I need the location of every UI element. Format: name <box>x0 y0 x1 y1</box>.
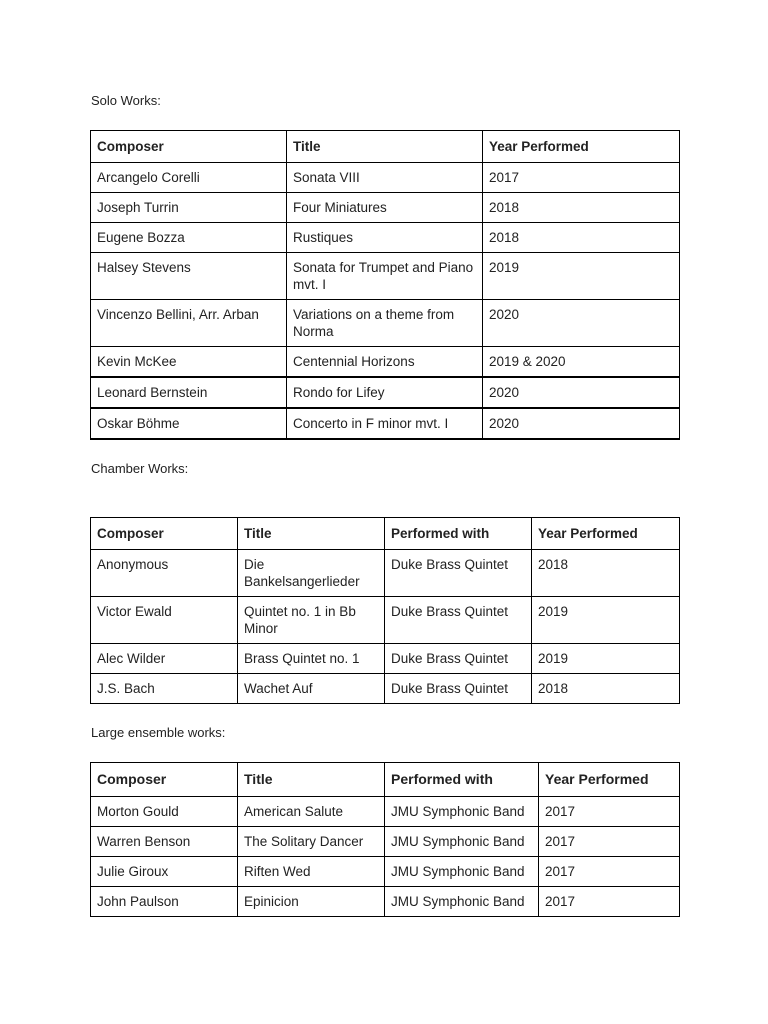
cell-year: 2018 <box>532 550 680 597</box>
column-header-title: Title <box>238 763 385 797</box>
cell-title: Centennial Horizons <box>287 347 483 378</box>
cell-composer: Vincenzo Bellini, Arr. Arban <box>91 300 287 347</box>
cell-composer: Leonard Bernstein <box>91 377 287 408</box>
cell-composer: Julie Giroux <box>91 857 238 887</box>
cell-title: Variations on a theme from Norma <box>287 300 483 347</box>
table-row <box>91 193 680 223</box>
cell-year: 2020 <box>483 408 680 439</box>
cell-year: 2017 <box>539 827 680 857</box>
table-header-row <box>91 131 680 163</box>
table-row <box>91 300 680 347</box>
table-row <box>91 550 680 597</box>
large-ensemble-works-table <box>90 762 680 917</box>
cell-year: 2017 <box>483 163 680 193</box>
table-row <box>91 674 680 704</box>
cell-title: Brass Quintet no. 1 <box>238 644 385 674</box>
cell-composer: Joseph Turrin <box>91 193 287 223</box>
cell-title: Rondo for Lifey <box>287 377 483 408</box>
column-header-year: Year Performed <box>483 131 680 163</box>
chamber-works-table <box>90 517 680 704</box>
large-ensemble-works-heading: Large ensemble works: <box>91 725 226 740</box>
cell-composer: Eugene Bozza <box>91 223 287 253</box>
cell-title: Four Miniatures <box>287 193 483 223</box>
cell-composer: Oskar Böhme <box>91 408 287 439</box>
table-row <box>91 797 680 827</box>
cell-composer: Halsey Stevens <box>91 253 287 300</box>
cell-composer: Morton Gould <box>91 797 238 827</box>
cell-composer: J.S. Bach <box>91 674 238 704</box>
cell-composer: Arcangelo Corelli <box>91 163 287 193</box>
column-header-title: Title <box>287 131 483 163</box>
cell-year: 2020 <box>483 300 680 347</box>
cell-performed-with: JMU Symphonic Band <box>385 887 539 917</box>
cell-year: 2018 <box>483 193 680 223</box>
column-header-performed-with: Performed with <box>385 763 539 797</box>
cell-year: 2017 <box>539 887 680 917</box>
cell-year: 2018 <box>483 223 680 253</box>
column-header-year: Year Performed <box>532 518 680 550</box>
cell-title: Concerto in F minor mvt. I <box>287 408 483 439</box>
table-row <box>91 597 680 644</box>
column-header-composer: Composer <box>91 518 238 550</box>
cell-performed-with: Duke Brass Quintet <box>385 597 532 644</box>
cell-year: 2020 <box>483 377 680 408</box>
table-row <box>91 857 680 887</box>
table-header-row <box>91 518 680 550</box>
cell-title: Epinicion <box>238 887 385 917</box>
cell-year: 2019 <box>483 253 680 300</box>
table-row <box>91 377 680 408</box>
column-header-composer: Composer <box>91 763 238 797</box>
cell-title: Die Bankelsangerlieder <box>238 550 385 597</box>
cell-composer: Anonymous <box>91 550 238 597</box>
cell-composer: Warren Benson <box>91 827 238 857</box>
table-row <box>91 408 680 439</box>
cell-composer: Alec Wilder <box>91 644 238 674</box>
column-header-performed-with: Performed with <box>385 518 532 550</box>
cell-composer: Kevin McKee <box>91 347 287 378</box>
column-header-title: Title <box>238 518 385 550</box>
chamber-works-heading: Chamber Works: <box>91 461 189 476</box>
table-header-row <box>91 763 680 797</box>
cell-title: Quintet no. 1 in Bb Minor <box>238 597 385 644</box>
cell-title: Sonata VIII <box>287 163 483 193</box>
cell-performed-with: JMU Symphonic Band <box>385 827 539 857</box>
cell-year: 2019 & 2020 <box>483 347 680 378</box>
table-row <box>91 223 680 253</box>
cell-performed-with: Duke Brass Quintet <box>385 550 532 597</box>
table-row <box>91 253 680 300</box>
cell-composer: John Paulson <box>91 887 238 917</box>
table-row <box>91 347 680 378</box>
cell-title: The Solitary Dancer <box>238 827 385 857</box>
column-header-composer: Composer <box>91 131 287 163</box>
cell-performed-with: Duke Brass Quintet <box>385 674 532 704</box>
cell-year: 2017 <box>539 797 680 827</box>
cell-year: 2019 <box>532 597 680 644</box>
cell-year: 2017 <box>539 857 680 887</box>
cell-performed-with: JMU Symphonic Band <box>385 797 539 827</box>
table-row <box>91 887 680 917</box>
cell-title: Wachet Auf <box>238 674 385 704</box>
table-row <box>91 644 680 674</box>
table-row <box>91 163 680 193</box>
solo-works-table <box>90 130 680 440</box>
cell-year: 2018 <box>532 674 680 704</box>
cell-title: Riften Wed <box>238 857 385 887</box>
cell-year: 2019 <box>532 644 680 674</box>
cell-composer: Victor Ewald <box>91 597 238 644</box>
solo-works-heading: Solo Works: <box>91 93 161 108</box>
cell-performed-with: JMU Symphonic Band <box>385 857 539 887</box>
cell-title: Sonata for Trumpet and Piano mvt. I <box>287 253 483 300</box>
cell-performed-with: Duke Brass Quintet <box>385 644 532 674</box>
column-header-year: Year Performed <box>539 763 680 797</box>
cell-title: American Salute <box>238 797 385 827</box>
cell-title: Rustiques <box>287 223 483 253</box>
table-row <box>91 827 680 857</box>
